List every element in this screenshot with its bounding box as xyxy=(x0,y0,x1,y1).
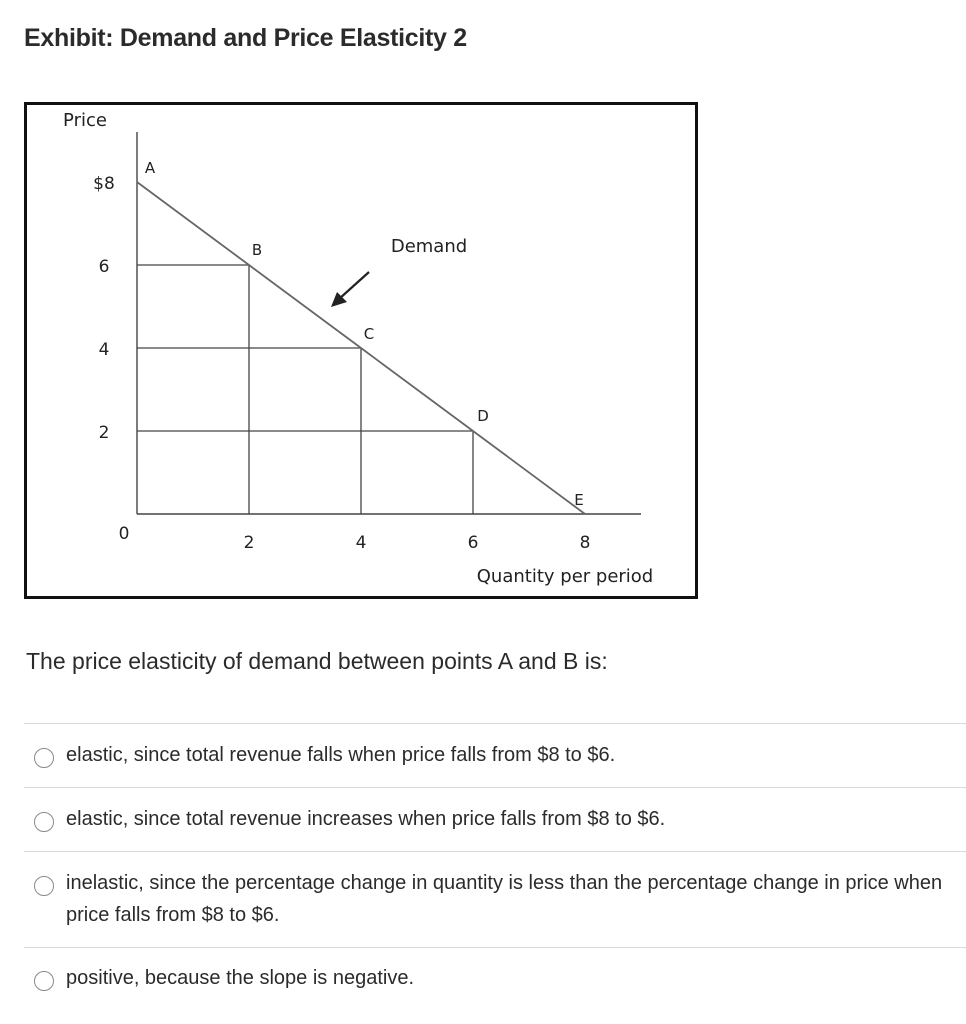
axes xyxy=(137,132,641,514)
x-tick-label: 0 xyxy=(118,524,130,544)
x-tick-label: 6 xyxy=(467,533,479,553)
radio-button[interactable] xyxy=(34,748,54,768)
y-tick-label: 4 xyxy=(98,340,110,360)
answer-option-1[interactable] xyxy=(24,723,966,787)
demand-chart-figure xyxy=(24,102,698,599)
y-tick-label: 2 xyxy=(98,423,110,443)
demand-arrow-shaft xyxy=(339,272,369,299)
x-tick-label: 2 xyxy=(243,533,255,553)
x-tick-label: 8 xyxy=(579,533,591,553)
answer-list xyxy=(24,723,966,1011)
answer-option-2[interactable] xyxy=(24,787,966,851)
point-label-b: B xyxy=(251,241,263,259)
answer-option-4[interactable] xyxy=(24,947,966,1011)
question-text: The price elasticity of demand between points A and B is: xyxy=(26,648,608,674)
demand-annotation: Demand xyxy=(390,236,468,257)
answer-label: elastic, since total revenue falls when price falls from $8 to $6. xyxy=(66,744,616,766)
point-label-a: A xyxy=(144,159,156,177)
point-label-d: D xyxy=(477,407,489,425)
y-axis-title: Price xyxy=(63,110,107,131)
answer-label: inelastic, since the percentage change in quantity is less than the percentage change in price when price falls from $8 to $6. xyxy=(66,872,943,926)
y-tick-label: $8 xyxy=(93,174,115,194)
x-tick-label: 4 xyxy=(355,533,367,553)
answer-label: elastic, since total revenue increases when price falls from $8 to $6. xyxy=(66,808,666,830)
point-label-c: C xyxy=(363,325,375,343)
x-axis-title: Quantity per period xyxy=(476,566,654,587)
guide-lines xyxy=(137,265,473,514)
radio-button[interactable] xyxy=(34,812,54,832)
radio-button[interactable] xyxy=(34,971,54,991)
answer-label: positive, because the slope is negative. xyxy=(66,967,414,989)
demand-chart xyxy=(24,102,698,599)
point-label-e: E xyxy=(574,491,584,509)
y-tick-label: 6 xyxy=(98,257,110,277)
answer-option-3[interactable] xyxy=(24,851,966,947)
exhibit-title: Exhibit: Demand and Price Elasticity 2 xyxy=(24,24,467,52)
radio-button[interactable] xyxy=(34,876,54,896)
